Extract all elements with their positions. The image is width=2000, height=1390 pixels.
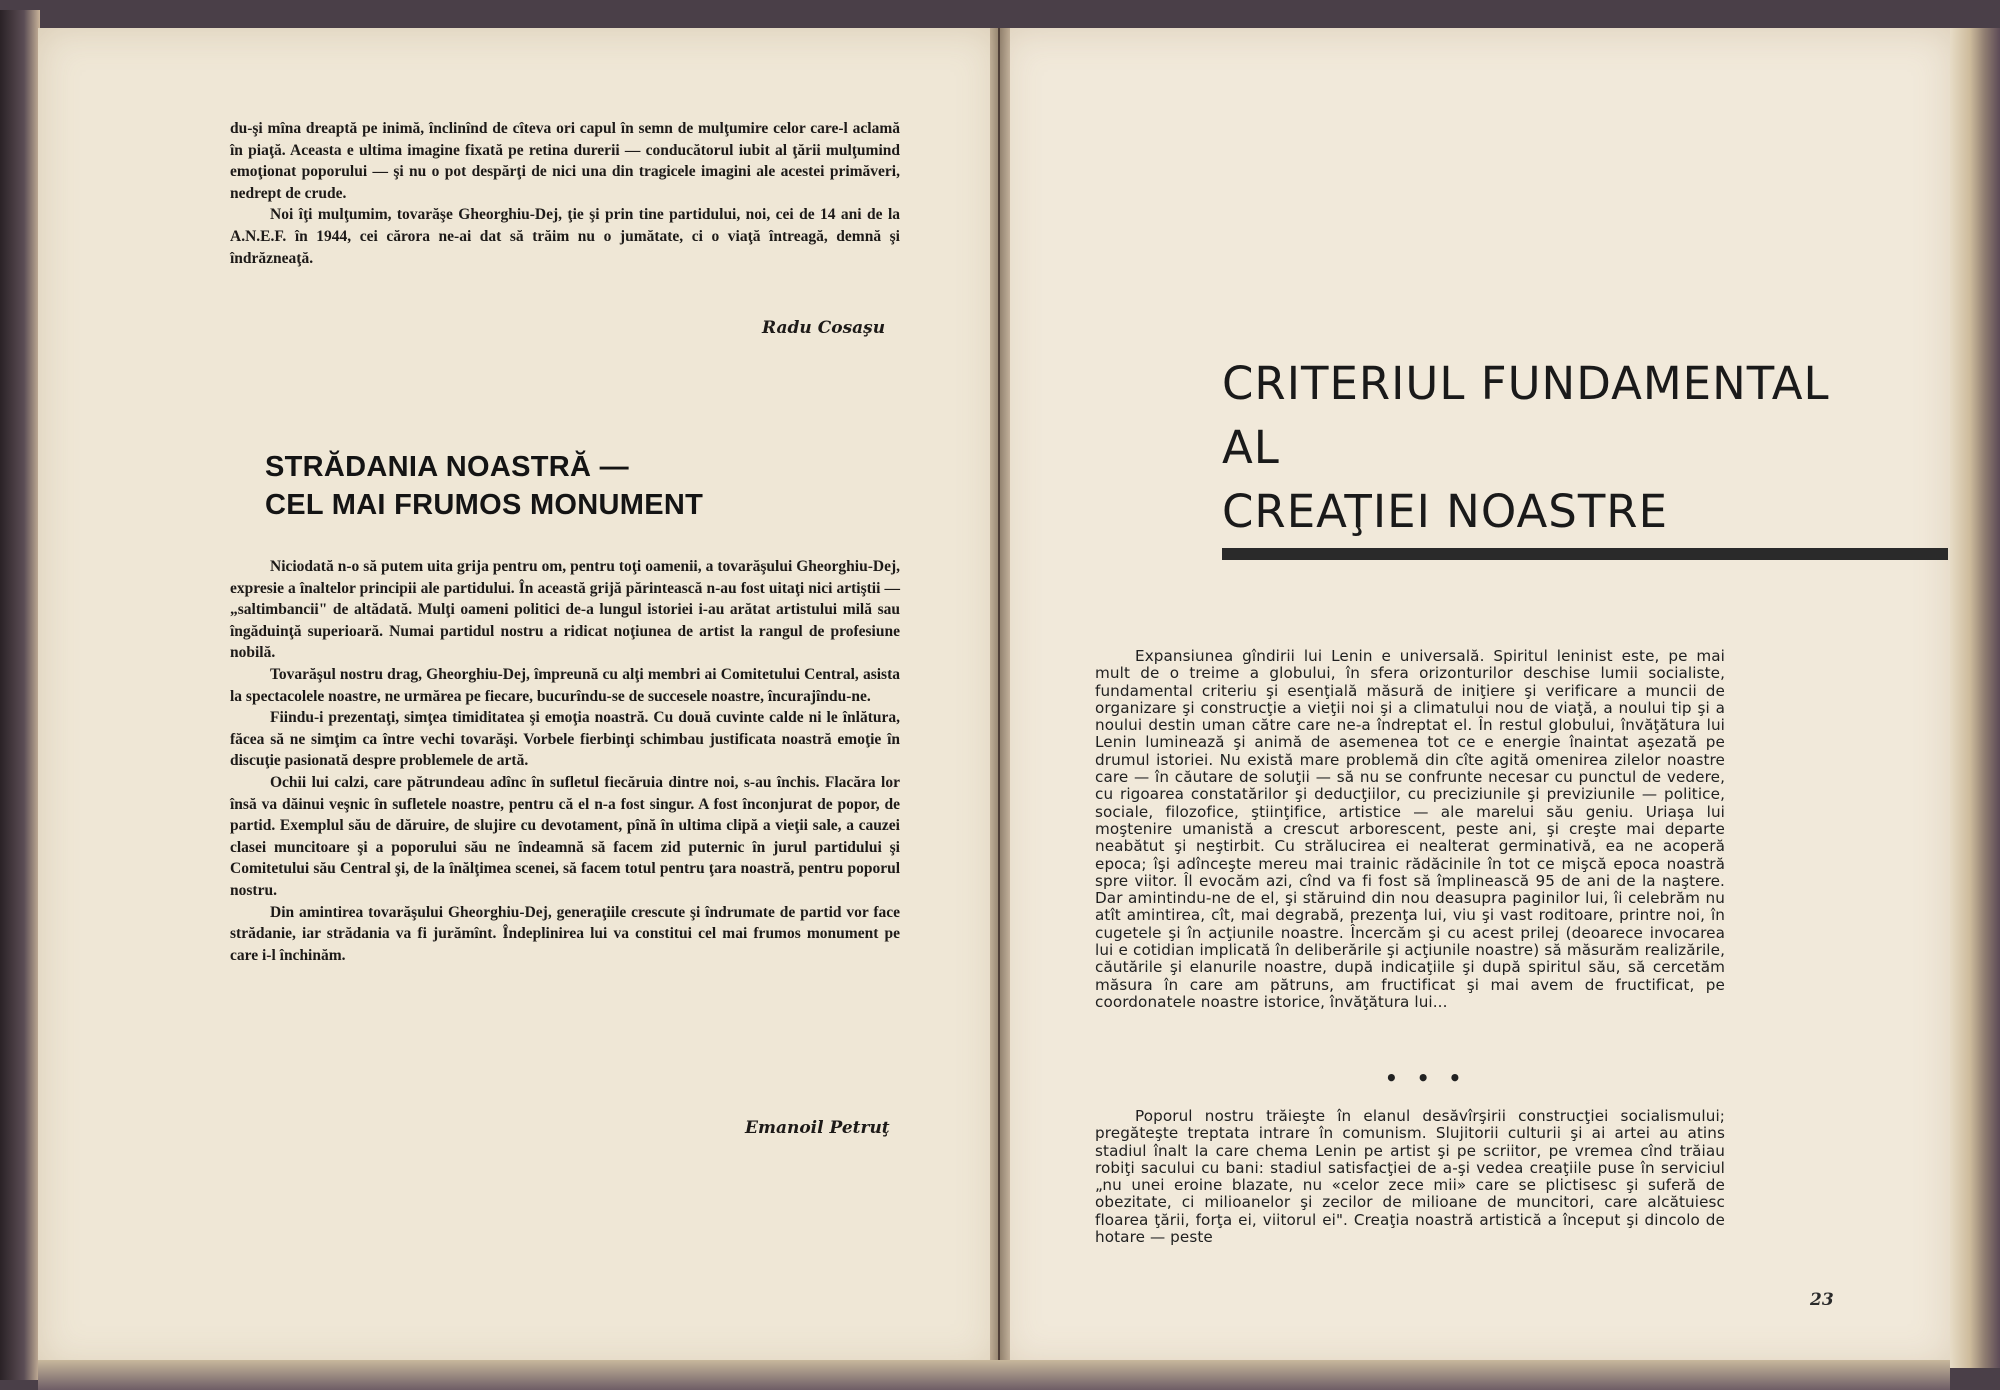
paragraph: Niciodată n-o să putem uita grija pentru om, pentru toţi oamenii, a tovarăşului Gheorghiu-Dej, expresie a înaltelor principii ale partidului. În această grijă părintească n-au fost uitaţi nici artiştii — „saltimbancii" de altădată. Mulţi oameni politici de-a lungul istoriei i-au arătat artistului milă sau îngăduinţă superioară. Numai partidul nostru a ridicat noţiunea de artist la rangul de profesiune nobilă. <box>230 558 900 662</box>
paragraph: Ochii lui calzi, care pătrundeau adînc în sufletul fiecăruia dintre noi, s-au închis. Flacăra lor însă va dăinui veşnic în sufletele noastre, pentru că el n-a fost singur. A fost înconjurat de popor, de partid. Exemplul său de dăruire, de slujire cu devotament, pînă în ultima clipă a vieţii sale, a cauzei clasei muncitoare şi a poporului său ne îndeamnă să facem zid puternic în jurul partidului şi Comitetului său Central şi, de la înălţimea scenei, să facem totul pentru ţara noastră, pentru poporul nostru. <box>230 773 900 899</box>
section-separator: • • • <box>1385 1066 1468 1090</box>
paragraph: Expansiunea gîndirii lui Lenin e universală. Spiritul leninist este, pe mai mult de o treime a globului, în sfera orizonturilor deschise lumii socialiste, fundamental criteriu şi esenţială măsură de iniţiere şi verificare a muncii de organizare şi construcţie a vieţii noi şi a climatului nou de viaţă, a noului tip şi a noului destin uman către care ne-a îndreptat el. În restul globului, învăţătura lui Lenin luminează şi animă de asemenea tot ce e energie înaintat aşezată pe drumul istoriei. Nu există mare problemă din cîte agită omenirea zilelor noastre care — în căutare de soluţii — să nu se confrunte necesar cu punctul de vedere, cu rigoarea constatărilor şi deducţiilor, cu preciziunile şi previziunile — politice, sociale, filozofice, ştiinţifice, artistice — ale marelui său geniu. Uriaşa lui moştenire umanistă a crescut arborescent, peste ani, şi creşte mai departe neabătut şi neştirbit. Cu strălucirea ei nealterat germinativă, ea ne acoperă epoca; îşi adînceşte mereu mai trainic rădăcinile în tot ce mişcă epoca noastră spre viitor. Îl evocăm azi, cînd va fi fost să împlinească 95 de ani de la naştere. Dar amintindu-ne de el, şi stăruind din nou deasupra paginilor lui, îi celebrăm nu atît amintirea, cît, mai degrabă, prezenţa lui, viu şi vast roditoare, printre noi, în cugetele şi în acţiunile noastre. Încercăm şi cu acest prilej (deoarece invocarea lui e cotidian implicată în deliberările şi acţiunile noastre) să măsurăm realizările, căutările şi elanurile noastre, după indicaţiile şi după spiritul său, să cercetăm măsura în care am pătruns, am fructificat şi mai avem de fructificat, pe coordonatele noastre istorice, învăţătura lui... <box>1095 647 1725 1011</box>
author-signature: Emanoil Petruţ <box>745 1118 890 1138</box>
right-paragraph-1 <box>1095 648 1725 1011</box>
title-underline-bar <box>1222 548 1948 560</box>
paragraph: Noi îţi mulţumim, tovarăşe Gheorghiu-Dej, ţie şi prin tine partidului, noi, cei de 14 ani de la A.N.E.F. în 1944, cei cărora ne-ai dat să trăim nu o jumătate, ci o viaţă întreagă, demnă şi îndrăzneaţă. <box>230 206 900 267</box>
paragraph: du-şi mîna dreaptă pe inimă, înclinînd de cîteva ori capul în semn de mulţumire celor care-l aclamă în piaţă. Aceasta e ultima imagine fixată pe retina durerii — conducătorul iubit al ţării mulţumind emoţionat poporului — şi nu o pot despărţi de nici una din tragicele imagini ale acestei primăveri, nedrept de crude. <box>230 120 900 202</box>
title-line: CREAŢIEI NOASTRE <box>1222 485 1669 538</box>
left-top-text <box>230 118 900 269</box>
title-line: AL <box>1222 421 1280 474</box>
author-signature: Radu Cosaşu <box>762 318 886 338</box>
page-number: 23 <box>1810 1290 1834 1310</box>
paragraph: Poporul nostru trăieşte în elanul desăvîrşirii construcţiei socialismului; pregăteşte treptata intrare în comunism. Slujitorii culturii şi ai artei au atins stadiul înalt la care chema Lenin pe artist şi pe scriitor, pe vremea cînd trăiau robiţi sacului cu bani: stadiul satisfacţiei de a-şi vedea creaţiile puse în serviciul „nu unei eroine blazate, nu «celor zece mii» care se plictisesc şi suferă de obezitate, ci milioanelor şi zecilor de milioane de muncitori, care alcătuiesc floarea ţării, forţa ei, viitorul ei". Creaţia noastră artistică a început şi dincolo de hotare — peste <box>1095 1107 1725 1247</box>
left-article-body <box>230 556 900 966</box>
article-headline <box>265 448 703 524</box>
paragraph: Tovarăşul nostru drag, Gheorghiu-Dej, împreună cu alţi membri ai Comitetului Central, asista la spectacolele noastre, ne urmărea pe fiecare, bucurîndu-se de succesele noastre, încurajîndu-ne. <box>230 665 900 705</box>
article-title <box>1222 352 1830 544</box>
paragraph: Fiindu-i prezentaţi, simţea timiditatea şi emoţia noastră. Cu două cuvinte calde ni le înlătura, făcea să ne simţim ca între vechi tovarăşi. Vorbele fierbinţi schimbau justificata noastră emoţie în discuţie pasionată despre problemele de artă. <box>230 709 900 770</box>
book-cover-edge-left <box>0 10 40 1380</box>
headline-line: STRĂDANIA NOASTRĂ — <box>265 451 629 483</box>
right-paragraph-2 <box>1095 1108 1725 1246</box>
headline-line: CEL MAI FRUMOS MONUMENT <box>265 489 704 521</box>
title-line: CRITERIUL FUNDAMENTAL <box>1222 357 1830 410</box>
book-page-edges-bottom <box>38 1360 1950 1390</box>
book-gutter <box>990 28 1010 1368</box>
paragraph: Din amintirea tovarăşului Gheorghiu-Dej, generaţiile crescute şi îndrumate de partid vor face strădanie, iar strădania va fi jurămînt. Îndeplinirea lui va constitui cel mai frumos monument pe care i-l închinăm. <box>230 903 900 964</box>
book-page-edges-right <box>1950 28 2000 1368</box>
